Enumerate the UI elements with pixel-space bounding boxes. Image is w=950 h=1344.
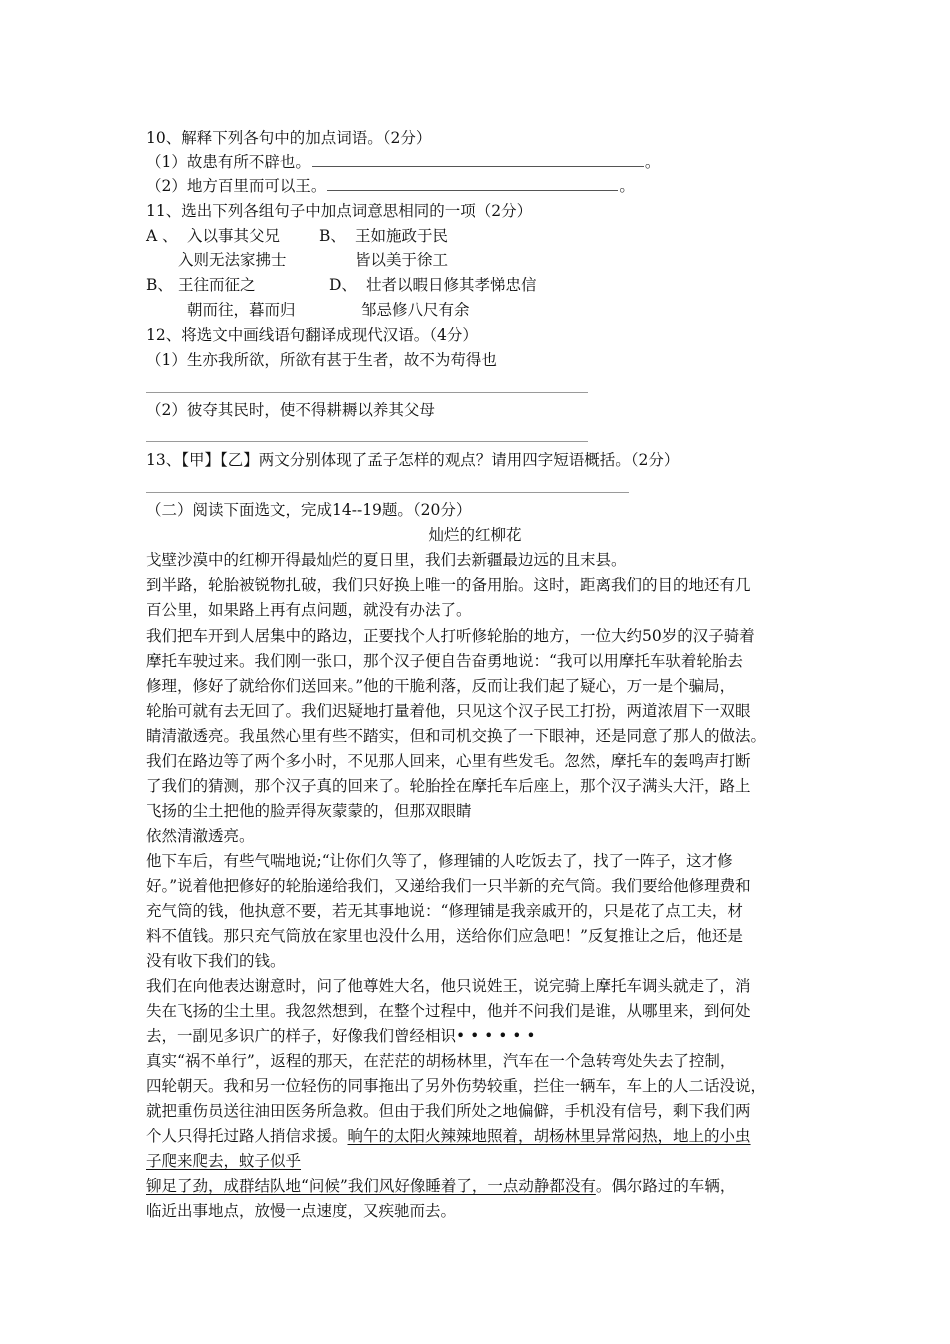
- passage-line: 我们在路边等了两个多小时，不见那人回来，心里有些发毛。忽然，摩托车的轰鸣声打断: [146, 752, 751, 770]
- passage-line: 去，一副见多识广的样子，好像我们曾经相识• • • • • •: [146, 1027, 536, 1045]
- q12-item-2: （2）彼夺其民时，使不得耕耨以养其父母: [146, 401, 435, 419]
- passage-line: 百公里，如果路上再有点问题，就没有办法了。: [146, 601, 472, 619]
- passage-line: 修理，修好了就给你们送回来。”他的干脆利落，反而让我们起了疑心，万一是个骗局，: [146, 677, 736, 695]
- q11-option-a-line-1: 入以事其父兄: [187, 227, 281, 245]
- q11-option-b-mark: B、: [319, 227, 346, 245]
- passage-line: 四轮朝天。我和另一位轻伤的同事拖出了另外伤势较重，拦住一辆车，车上的人二话没说，: [146, 1077, 767, 1095]
- passage-line: 摩托车驶过来。我们刚一张口，那个汉子便自告奋勇地说：“我可以用摩托车驮着轮胎去: [146, 652, 743, 670]
- q10-item-2: [146, 176, 635, 196]
- q11-option-c-line-1: 王往而征之: [178, 276, 256, 294]
- q12-item-1: （1）生亦我所欲，所欲有甚于生者，故不为苟得也: [146, 351, 497, 369]
- q11-option-b-line-2: 皆以美于徐工: [355, 251, 449, 269]
- q11-option-a-mark: A 、: [146, 227, 178, 245]
- q11-option-d-line-1: 壮者以暇日修其孝悌忠信: [366, 276, 537, 294]
- passage-line: 了我们的猜测，那个汉子真的回来了。轮胎拴在摩托车后座上，那个汉子满头大汗，路上: [146, 777, 751, 795]
- q12-answer-line-2[interactable]: [146, 441, 588, 442]
- q13-stem: 13、【甲】【乙】两文分别体现了孟子怎样的观点？请用四字短语概括。（2分）: [146, 451, 680, 469]
- passage-line: 到半路，轮胎被锐物扎破，我们只好换上唯一的备用胎。这时，距离我们的目的地还有几: [146, 576, 751, 594]
- q11-option-c-mark: B、: [146, 276, 173, 294]
- q11-option-d-line-2: 邹忌修八尺有余: [361, 301, 470, 319]
- underlined-sentence: 子爬来爬去，蚊子似乎: [146, 1152, 302, 1170]
- passage-line: 我们在向他表达谢意时，问了他尊姓大名，他只说姓王，说完骑上摩托车调头就走了，消: [146, 977, 751, 995]
- passage-line: 料不值钱。那只充气筒放在家里也没什么用，送给你们应急吧！”反复推让之后，他还是: [146, 927, 743, 945]
- q10-item-2-text: （2）地方百里而可以王。: [146, 177, 327, 195]
- q11-option-c-line-2: 朝而往，暮而归: [187, 301, 296, 319]
- passage-line: 睛清澈透亮。我虽然心里有些不踏实，但和司机交换了一下眼神，还是同意了那人的做法。: [146, 727, 767, 745]
- passage-line: 轮胎可就有去无回了。我们迟疑地打量着他，只见这个汉子民工打扮，两道浓眉下一双眼: [146, 702, 751, 720]
- passage-text: 个人只得托过路人捎信求援。: [146, 1127, 348, 1145]
- passage-line: 充气筒的钱，他执意不要，若无其事地说：“修理铺是我亲戚开的，只是花了点工夫，材: [146, 902, 743, 920]
- answer-blank[interactable]: [327, 176, 618, 191]
- q10-stem: 10、解释下列各句中的加点词语。（2分）: [146, 129, 432, 147]
- q10-item-1-text: （1）故患有所不辟也。: [146, 153, 311, 171]
- passage-line: 飞扬的尘土把他的脸弄得灰蒙蒙的，但那双眼睛: [146, 802, 472, 820]
- passage-line: 真实“祸不单行”，返程的那天，在茫茫的胡杨林里，汽车在一个急转弯处失去了控制，: [146, 1052, 736, 1070]
- section-2-heading: （二）阅读下面选文，完成14--19题。（20分）: [146, 501, 472, 519]
- passage-title: 灿烂的红柳花: [428, 526, 522, 544]
- q10-item-1-end: 。: [644, 153, 661, 171]
- underlined-sentence: 晌午的太阳火辣辣地照着，胡杨林里异常闷热，地上的小虫: [347, 1127, 751, 1145]
- passage-line: [146, 1151, 301, 1171]
- q13-answer-line[interactable]: [146, 492, 629, 493]
- q10-item-2-end: 。: [619, 177, 635, 195]
- q11-stem: 11、选出下列各组句子中加点词意思相同的一项（2分）: [146, 202, 533, 220]
- passage-text: 。偶尔路过的车辆，: [595, 1177, 736, 1195]
- q11-option-d-mark: D、: [329, 276, 357, 294]
- passage-line: 没有收下我们的钱。: [146, 952, 286, 970]
- passage-line: 好。”说着他把修好的轮胎递给我们，又递给我们一只半新的充气筒。我们要给他修理费和: [146, 877, 751, 895]
- q11-option-b-line-1: 王如施政于民: [355, 227, 449, 245]
- passage-line: 他下车后，有些气喘地说;“让你们久等了，修理铺的人吃饭去了，找了一阵子，这才修: [146, 852, 733, 870]
- q12-stem: 12、将选文中画线语句翻译成现代汉语。（4分）: [146, 326, 478, 344]
- passage-line: 临近出事地点，放慢一点速度，又疾驰而去。: [146, 1202, 457, 1220]
- answer-blank[interactable]: [312, 152, 644, 167]
- passage-line: [146, 1176, 735, 1196]
- passage-line: 我们把车开到人居集中的路边，正要找个人打听修轮胎的地方，一位大约50岁的汉子骑着: [146, 627, 755, 645]
- q12-answer-line-1[interactable]: [146, 392, 588, 393]
- passage-line: 失在飞扬的尘土里。我忽然想到，在整个过程中，他并不问我们是谁，从哪里来，到何处: [146, 1002, 751, 1020]
- passage-line: 戈壁沙漠中的红柳开得最灿烂的夏日里，我们去新疆最边远的且末县。: [146, 551, 627, 569]
- passage-line: [146, 1126, 751, 1146]
- q11-option-a-line-2: 入则无法家拂士: [178, 251, 287, 269]
- passage-line: 就把重伤员送往油田医务所急救。但由于我们所处之地偏僻，手机没有信号，剩下我们两: [146, 1102, 751, 1120]
- passage-line: 依然清澈透亮。: [146, 827, 255, 845]
- q10-item-1: [146, 152, 660, 172]
- underlined-sentence: 铆足了劲，成群结队地“问候”我们风好像睡着了，一点动静都没有: [146, 1177, 596, 1195]
